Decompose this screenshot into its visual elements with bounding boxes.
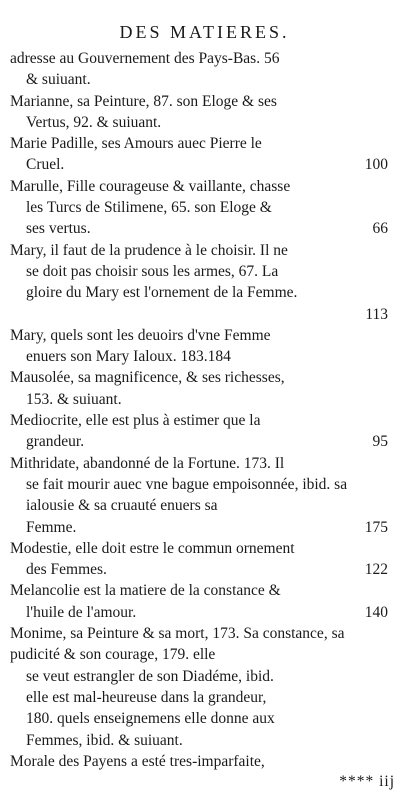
entry-line: Mary, quels sont les deuoirs d'vne Femme [10, 326, 271, 344]
entry-line: enuers son Mary Ialoux. 183.184 [26, 348, 231, 366]
entry-line [10, 474, 388, 517]
entry-text: Cruel. [26, 156, 65, 174]
index-entry-marie-padille [10, 133, 388, 176]
entry-line: Femmes, ibid. & suiuant. [26, 731, 183, 749]
entry-line [10, 602, 388, 623]
entry-line [10, 154, 388, 175]
index-entry-mithridate [10, 453, 388, 538]
entry-line: Melancolie est la matiere de la constance & [10, 582, 281, 600]
index-entry-marianne [10, 91, 388, 134]
entry-page-ref: 122 [364, 561, 388, 579]
entry-page-ref: 140 [364, 603, 388, 621]
entry-line: se veut estrangler de son Diadéme, ibid. [26, 667, 274, 685]
entry-page-ref: 100 [364, 156, 388, 174]
entry-line: les Turcs de Stilimene, 65. son Eloge & [26, 199, 272, 217]
entry-line: Marulle, Fille courageuse & vaillante, chasse [10, 177, 291, 195]
entry-line: adresse au Gouvernement des Pays-Bas. 56 [10, 50, 280, 67]
index-entry-adresse [10, 48, 388, 91]
entry-line: Marie Padille, ses Amours auec Pierre le [10, 135, 262, 153]
entry-line: 180. quels enseignemens elle donne aux [26, 710, 275, 728]
entry-line: gloire du Mary est l'ornement de la Femme. [26, 284, 298, 302]
entry-page-ref: 95 [372, 433, 388, 451]
entry-line: 153. & suiuant. [26, 390, 122, 408]
entry-page-ref: 66 [372, 220, 388, 238]
entry-line: se doit pas choisir sous les armes, 67. La [26, 262, 279, 280]
entry-line [10, 517, 388, 538]
entry-line: Mary, il faut de la prudence à le choisir. Il ne [10, 241, 288, 259]
index-entry-modestie [10, 538, 388, 581]
index-entry-melancolie [10, 580, 388, 623]
index-entry-mary-1 [10, 240, 388, 325]
entry-text: des Femmes. [26, 561, 107, 579]
entry-text: ses vertus. [26, 220, 91, 238]
index-entry-marulle [10, 176, 388, 240]
entry-line: & suiuant. [26, 71, 91, 89]
entry-line: Mithridate, abandonné de la Fortune. 173. Il [10, 454, 285, 472]
index-entry-mary-2 [10, 325, 388, 368]
index-entry-monime [10, 623, 388, 751]
entry-text: l'huile de l'amour. [26, 603, 137, 621]
entry-line: Vertus, 92. & suiuant. [26, 113, 162, 131]
entry-line: Modestie, elle doit estre le commun ornement [10, 539, 295, 557]
entry-line: Marianne, sa Peinture, 87. son Eloge & ses [10, 92, 277, 110]
entry-line: elle est mal-heureuse dans la grandeur, [26, 688, 267, 706]
entry-line [10, 623, 388, 666]
entry-text: se fait mourir auec vne bague empoisonnée, ibid. sa ialousie & sa cruauté enuers sa [26, 475, 348, 515]
entry-line: Mausolée, sa magnificence, & ses richesses, [10, 369, 285, 387]
page-header: DES MATIERES. [119, 22, 290, 42]
index-entries [10, 48, 388, 772]
entry-line: Mediocrite, elle est plus à estimer que la [10, 412, 261, 430]
entry-line [10, 218, 388, 239]
index-entry-mediocrite [10, 410, 388, 453]
entry-line [10, 559, 388, 580]
entry-text: Monime, sa Peinture & sa mort, 173. Sa constance, sa pudicité & son courage, 179. elle [10, 625, 345, 664]
index-entry-mausolee [10, 367, 388, 410]
entry-page-ref: 113 [365, 305, 388, 323]
entry-line: Morale des Payens a esté tres-imparfaite, [10, 752, 265, 770]
entry-text: grandeur. [26, 433, 85, 451]
entry-line [10, 431, 388, 452]
index-entry-morale [10, 751, 388, 772]
entry-text: Femme. [26, 518, 77, 536]
signature-mark: **** iij [339, 773, 395, 790]
entry-page-ref: 175 [364, 518, 388, 536]
